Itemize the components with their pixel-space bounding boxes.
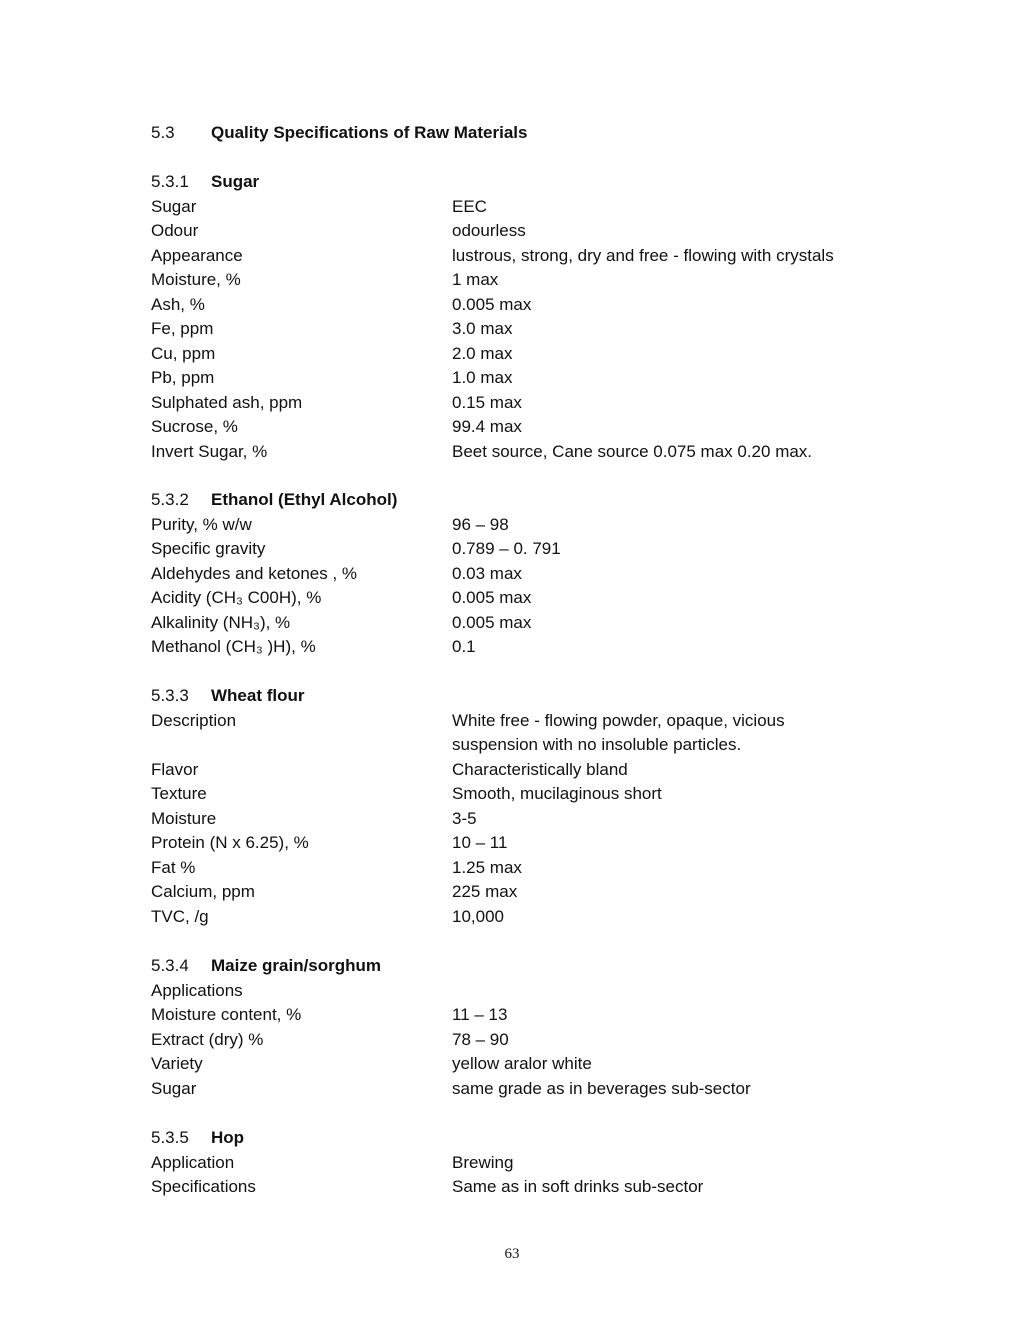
spec-value: 0.005 max <box>452 612 532 632</box>
spec-row <box>151 562 911 587</box>
spec-row <box>151 1151 911 1176</box>
spec-row <box>151 219 911 244</box>
ethanol-spec-list <box>151 513 911 660</box>
spec-row <box>151 366 911 391</box>
ethanol-heading <box>151 488 911 513</box>
spec-value: 78 – 90 <box>452 1029 509 1049</box>
spec-value: yellow aralor white <box>452 1054 592 1073</box>
spec-row <box>151 611 911 636</box>
spec-row <box>151 635 911 660</box>
spec-value: Same as in soft drinks sub-sector <box>452 1177 704 1196</box>
spec-row <box>151 440 911 465</box>
maize-spec-list <box>151 979 911 1102</box>
spec-label: Fe, ppm <box>151 319 214 338</box>
spec-label: TVC, /g <box>151 906 209 926</box>
spec-label: Invert Sugar, % <box>151 441 268 461</box>
spec-label: Odour <box>151 221 199 240</box>
spec-row <box>151 391 911 416</box>
hop-spec-list <box>151 1151 911 1200</box>
subsection-number: 5.3.2 <box>151 490 189 509</box>
subsection-title: Maize grain/sorghum <box>211 956 382 975</box>
spec-label: Extract (dry) % <box>151 1029 264 1049</box>
subsection-number: 5.3.3 <box>151 686 189 705</box>
spec-value: 225 max <box>452 882 518 901</box>
spec-label: Moisture, % <box>151 270 241 289</box>
subsection-number: 5.3.5 <box>151 1128 189 1147</box>
spec-row <box>151 905 911 930</box>
spec-row <box>151 586 911 611</box>
spec-label: Moisture content, % <box>151 1005 302 1024</box>
spec-row <box>151 342 911 367</box>
spec-row <box>151 268 911 293</box>
hop-heading <box>151 1126 911 1151</box>
spec-value: Smooth, mucilaginous short <box>452 784 662 803</box>
subsection-number: 5.3.4 <box>151 956 189 975</box>
maize-section <box>151 954 911 1101</box>
spec-row <box>151 831 911 856</box>
spec-value: 3-5 <box>452 808 477 828</box>
spec-label: Sucrose, % <box>151 417 238 436</box>
spec-value: 0.005 max <box>452 588 532 607</box>
spec-value: White free - flowing powder, opaque, vicious suspension with no insoluble particles. <box>452 710 785 754</box>
spec-value: 2.0 max <box>452 343 513 363</box>
spec-row <box>151 807 911 832</box>
spec-label: Purity, % w/w <box>151 514 252 534</box>
spec-row <box>151 195 911 220</box>
spec-label: Sulphated ash, ppm <box>151 392 303 412</box>
subsection-title: Wheat flour <box>211 686 305 705</box>
spec-row <box>151 293 911 318</box>
spec-row <box>151 537 911 562</box>
spec-row <box>151 880 911 905</box>
spec-label: Sugar <box>151 1078 197 1098</box>
spec-label: Methanol (CH₃ )H), % <box>151 637 316 656</box>
spec-value: 0.03 max <box>452 563 522 583</box>
spec-row <box>151 244 911 269</box>
spec-value: 0.789 – 0. 791 <box>452 539 561 558</box>
spec-value: 1 max <box>452 270 499 289</box>
section-number: 5.3 <box>151 123 175 142</box>
spec-label: Variety <box>151 1054 203 1073</box>
spec-label: Flavor <box>151 759 199 779</box>
spec-label: Protein (N x 6.25), % <box>151 833 309 852</box>
spec-row-description <box>151 709 911 758</box>
wheat-section <box>151 684 911 929</box>
spec-value: Beet source, Cane source 0.075 max 0.20 max. <box>452 441 813 461</box>
spec-row <box>151 1175 911 1200</box>
maize-heading <box>151 954 911 979</box>
spec-value: 10 – 11 <box>452 833 508 852</box>
spec-value: 99.4 max <box>452 417 522 436</box>
spec-row <box>151 1052 911 1077</box>
spec-label: Acidity (CH₃ C00H), % <box>151 588 322 607</box>
spec-label: Fat % <box>151 857 196 877</box>
subsection-title: Hop <box>211 1128 245 1147</box>
spec-label: Specifications <box>151 1177 256 1196</box>
spec-label: Description <box>151 710 237 730</box>
spec-value: 3.0 max <box>452 319 513 338</box>
spec-row <box>151 979 911 1004</box>
hop-section <box>151 1126 911 1200</box>
section-heading <box>151 121 527 145</box>
wheat-heading <box>151 684 911 709</box>
spec-row <box>151 1028 911 1053</box>
spec-value: lustrous, strong, dry and free - flowing with crystals <box>452 245 834 265</box>
spec-label: Ash, % <box>151 294 205 314</box>
spec-value: 0.15 max <box>452 392 522 412</box>
spec-label: Alkalinity (NH₃), % <box>151 612 291 632</box>
spec-value: Brewing <box>452 1152 514 1172</box>
spec-label: Texture <box>151 784 207 803</box>
ethanol-section <box>151 488 911 660</box>
spec-label: Moisture <box>151 808 217 828</box>
spec-row <box>151 317 911 342</box>
spec-value: same grade as in beverages sub-sector <box>452 1078 751 1098</box>
spec-label: Appearance <box>151 245 243 265</box>
spec-row <box>151 1077 911 1102</box>
subsection-title: Ethanol (Ethyl Alcohol) <box>211 490 398 509</box>
spec-row <box>151 782 911 807</box>
subsection-title: Sugar <box>211 172 260 191</box>
spec-value: 96 – 98 <box>452 514 509 534</box>
spec-value: 1.25 max <box>452 857 522 877</box>
spec-row <box>151 758 911 783</box>
spec-label: Applications <box>151 980 243 1000</box>
spec-value: 11 – 13 <box>452 1005 508 1024</box>
spec-value: EEC <box>452 196 487 216</box>
spec-label: Pb, ppm <box>151 368 215 387</box>
spec-row <box>151 1003 911 1028</box>
spec-label: Calcium, ppm <box>151 882 255 901</box>
section-title: Quality Specifications of Raw Materials <box>211 123 528 142</box>
spec-row <box>151 513 911 538</box>
spec-row <box>151 856 911 881</box>
spec-value: 1.0 max <box>452 368 513 387</box>
spec-row <box>151 415 911 440</box>
sugar-section <box>151 170 911 464</box>
spec-value: odourless <box>452 221 526 240</box>
spec-label: Application <box>151 1152 235 1172</box>
spec-label: Aldehydes and ketones , % <box>151 563 358 583</box>
spec-value: 10,000 <box>452 906 504 926</box>
subsection-number: 5.3.1 <box>151 172 189 191</box>
spec-label: Specific gravity <box>151 539 266 558</box>
sugar-spec-list <box>151 195 911 465</box>
spec-value: 0.005 max <box>452 294 532 314</box>
spec-value: 0.1 <box>452 637 476 656</box>
spec-value: Characteristically bland <box>452 759 628 779</box>
page-number: 63 <box>504 1246 520 1262</box>
spec-label: Sugar <box>151 196 197 216</box>
sugar-heading <box>151 170 911 195</box>
spec-label: Cu, ppm <box>151 343 216 363</box>
wheat-spec-list <box>151 758 911 930</box>
